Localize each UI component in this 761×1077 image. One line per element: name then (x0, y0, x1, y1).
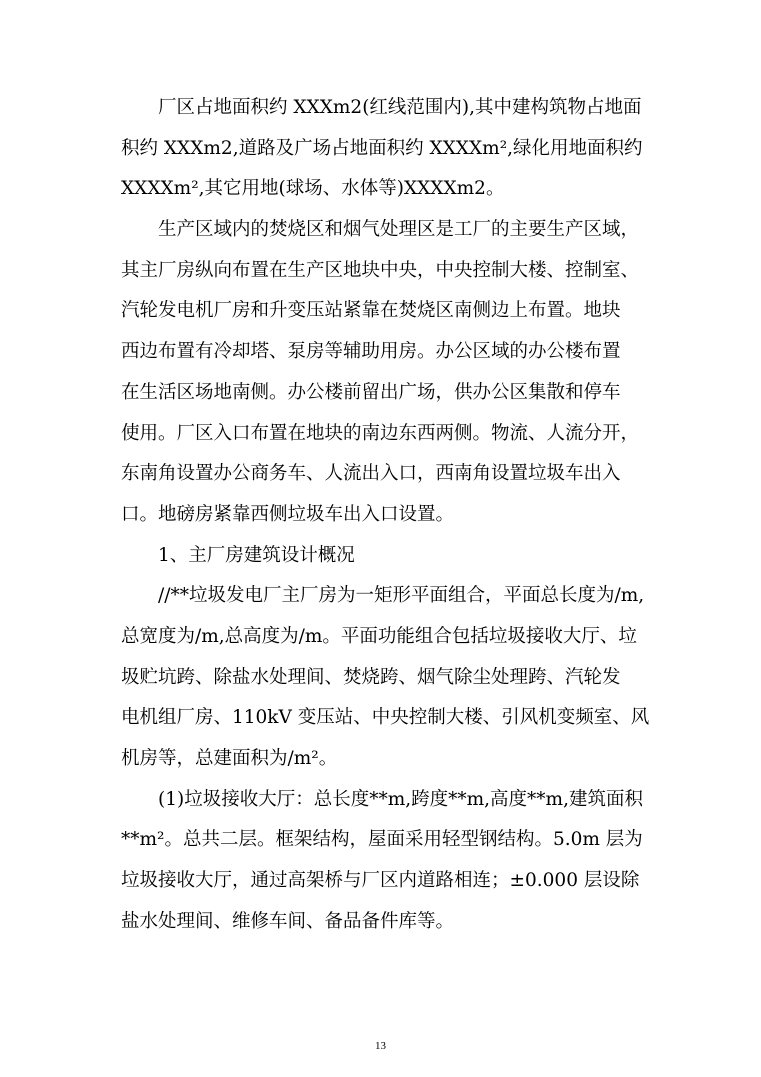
text-line: 口。地磅房紧靠西侧垃圾车出入口设置。 (121, 503, 455, 525)
text-line: 使用。厂区入口布置在地块的南边东西两侧。物流、人流分开， (121, 422, 640, 444)
text-line: 厂区占地面积约 XXXm2(红线范围内),其中建构筑物占地面 (158, 97, 642, 118)
text-line: //**垃圾发电厂主厂房为一矩形平面组合，平面总长度为/m, (158, 585, 645, 607)
text-line: XXXXm²,其它用地(球场、水体等)XXXXm2。 (121, 178, 505, 200)
text-line: 圾贮坑跨、除盐水处理间、焚烧跨、烟气除尘处理跨、汽轮发 (121, 666, 621, 688)
paragraph-reception-hall (121, 780, 641, 943)
heading-text: 1、主厂房建筑设计概况 (158, 544, 355, 566)
text-line: (1)垃圾接收大厅：总长度**m,跨度**m,高度**m,建筑面积 (158, 788, 643, 810)
text-line: 垃圾接收大厅，通过高架桥与厂区内道路相连；±0.000 层设除 (121, 870, 640, 892)
text-line: 生产区域内的焚烧区和烟气处理区是工厂的主要生产区域， (158, 219, 640, 241)
document-body (121, 88, 650, 942)
text-line: 总宽度为/m,总高度为/m。平面功能组合包括垃圾接收大厅、垃 (121, 625, 637, 647)
paragraph-production-area (121, 210, 641, 536)
page-number: 13 (375, 1040, 386, 1052)
text-line: 积约 XXXm2,道路及广场占地面积约 XXXXm²,绿化用地面积约 (121, 137, 643, 159)
paragraph-site-area (121, 88, 641, 210)
text-line: 盐水处理间、维修车间、备品备件库等。 (121, 910, 455, 932)
text-line: 东南角设置办公商务车、人流出入口，西南角设置垃圾车出入 (121, 463, 621, 485)
text-line: 电机组厂房、110kV 变压站、中央控制大楼、引风机变频室、风 (121, 707, 650, 729)
paragraph-main-building-overview (121, 576, 650, 779)
section-heading (121, 536, 641, 577)
text-line: **m²。总共二层。框架结构，屋面采用轻型钢结构。5.0m 层为 (121, 829, 643, 851)
text-line: 西边布置有冷却塔、泵房等辅助用房。办公区域的办公楼布置 (121, 341, 621, 363)
text-line: 其主厂房纵向布置在生产区地块中央，中央控制大楼、控制室、 (121, 259, 640, 281)
text-line: 机房等，总建面积为/m²。 (121, 748, 338, 769)
text-line: 汽轮发电机厂房和升变压站紧靠在焚烧区南侧边上布置。地块 (121, 300, 621, 322)
text-line: 在生活区场地南侧。办公楼前留出广场，供办公区集散和停车 (121, 381, 621, 403)
